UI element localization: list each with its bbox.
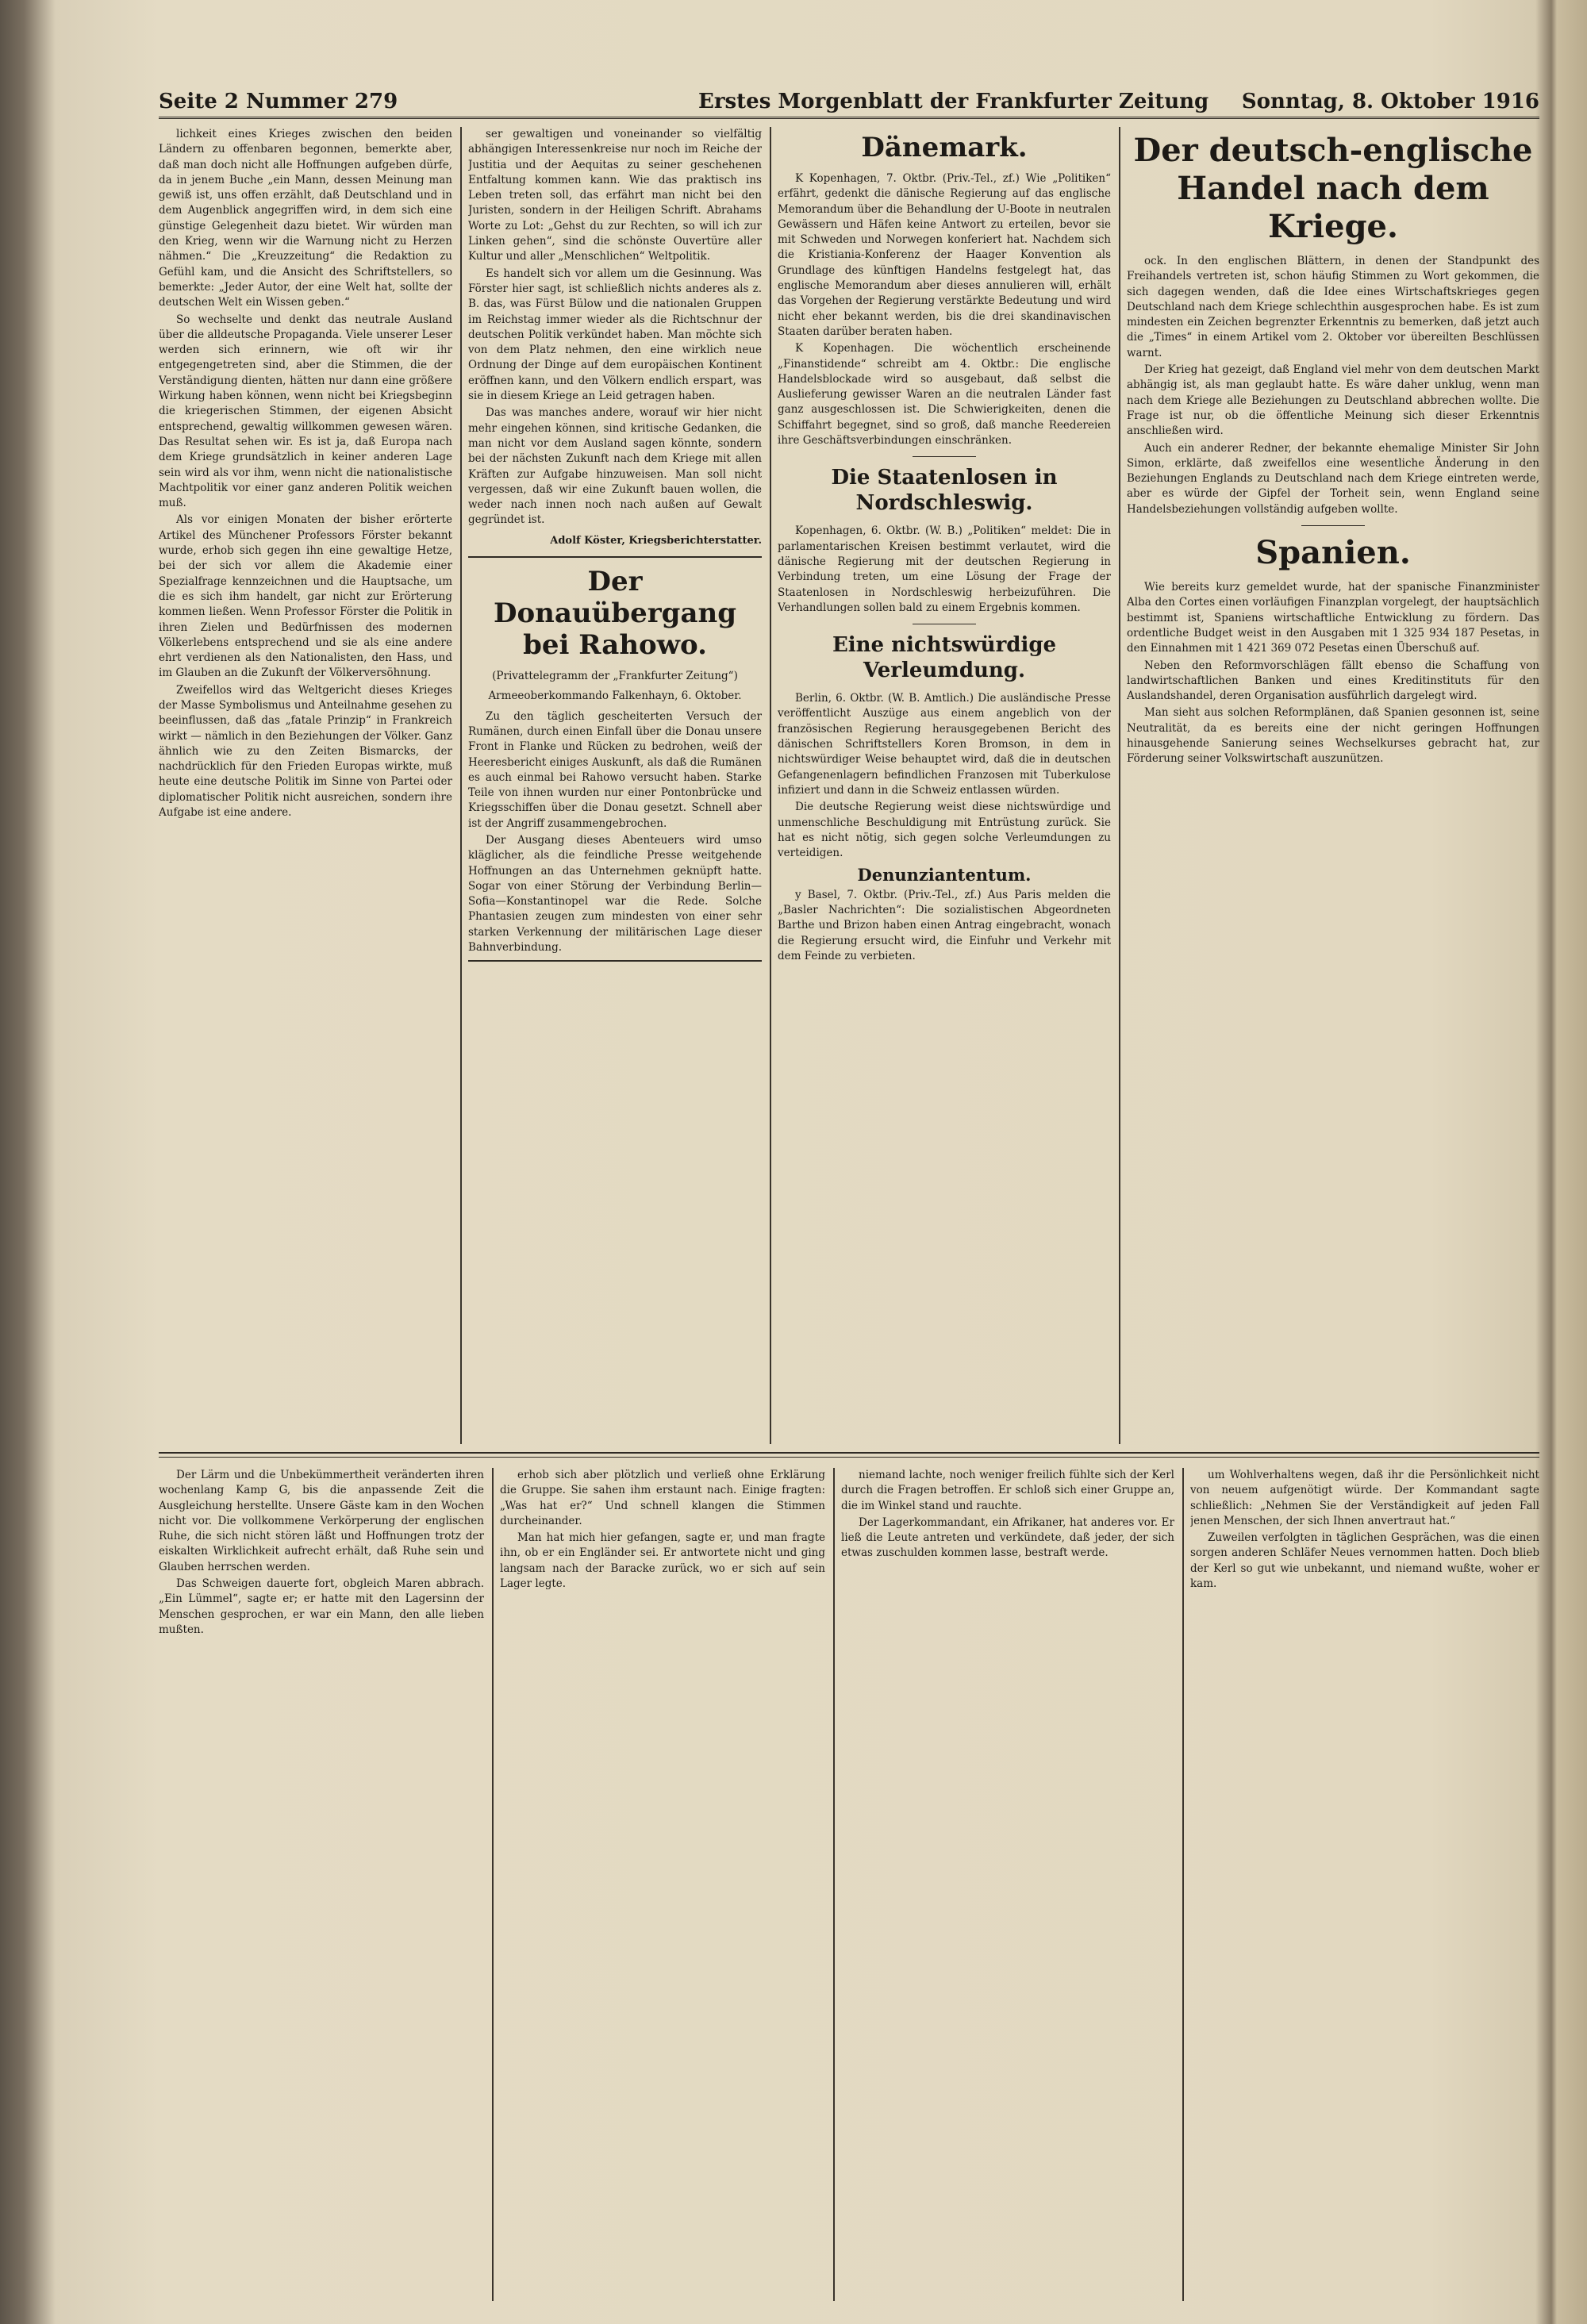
paragraph: Man sieht aus solchen Reformplänen, daß Spanien gesonnen ist, seine Neutralität, da es bereits eine der nicht geringen Hoffnungen hinausgehende Sanierung seines Wechselkurses gebracht hat, zur Förderung seiner Volkswirtschaft auszunützen. [1127,706,1539,766]
header-page-number: Seite 2 Nummer 279 [159,90,398,113]
paragraph: Man hat mich hier gefangen, sagte er, und man fragte ihn, ob er ein Engländer sei. Er antwortete nicht und ging langsam nach der Baracke zurück, wo er sich auf sein Lager legte. [500,1531,825,1591]
paragraph: Wie bereits kurz gemeldet wurde, hat der spanische Finanzminister Alba den Cortes einen vorläufigen Finanzplan vorgelegt, der hauptsächlich bestimmt ist, Spaniens wirtschaftliche Entwicklung zu fördern. Das ordentliche Budget weist in den Ausgaben mit 1 325 934 187 Pesetas, in den Einnahmen mit 1 421 369 072 Pesetas einen Überschuß auf. [1127,581,1539,655]
paragraph: Zweifellos wird das Weltgericht dieses Krieges der Masse Symbolismus und Anteilnahme gesehen zu beeinflussen, daß das „fatale Prinzip“ in Frankreich wirkt — nämlich in den Beziehungen der Völker. Ganz ähnlich wie zu den Zeiten Bismarcks, der nachdrücklich für den Frieden Europas wirkte, muß heute eine deutsche Politik im Sinne von Partei oder diplomatischer Politik nicht ausreichen, sondern ihre Aufgabe ist eine andere. [159,683,452,820]
donau-dateline: Armeeoberkommando Falkenhayn, 6. Oktober. [488,690,742,703]
feuilleton-column-3 [841,1468,1174,2301]
column-1 [159,127,452,1444]
paragraph: Das Schweigen dauerte fort, obgleich Maren abbrach. „Ein Lümmel“, sagte er; er hatte mit den Lagersinn der Menschen gesprochen, er war ein Mann, den alle lieben mußten. [159,1577,484,1636]
paragraph: Kopenhagen, 6. Oktbr. (W. B.) „Politiken“ meldet: Die in parlamentarischen Kreisen bestimmt verlautet, wird die dänische Regierung mit der deutschen Regierung in Verbindung treten, um eine Lösung der Frage der Staatenlosen in Nordschleswig herbeizuführen. Die Verhandlungen sollen bald zu einem Ergebnis kommen. [778,524,1111,614]
paragraph: K Kopenhagen. Die wöchentlich erscheinende „Finanstidende“ schreibt am 4. Oktbr.: Die englische Handelsblockade wird so ausgebaut, daß selbst die Auslieferung gewisser Waren an die neutralen Länder fast ganz ausgeschlossen ist. Die Schwierigkeiten, denen die Schiffahrt begegnet, sind so groß, daß manche Reedereien ihre Geschäftsverbindungen einschränken. [778,342,1111,448]
paragraph: Die deutsche Regierung weist diese nichtswürdige und unmenschliche Beschuldigung mit Entrüstung zurück. Sie hat es nicht nötig, sich gegen solche Verleumdungen zu verteidigen. [778,801,1111,860]
paragraph: K Kopenhagen, 7. Oktbr. (Priv.-Tel., zf.) Wie „Politiken“ erfährt, gedenkt die dänische Regierung auf das englische Memorandum über die Behandlung der U-Boote in neutralen Gewässern und Häfen keine Antwort zu erteilen, bevor sie mit Schweden und Norwegen konferiert hat. Nachdem sich die Kristiania-Konferenz der Haager Konvention als Grundlage des künftigen Handelns festgelegt hat, das englische Memorandum aber dieses annulieren will, erhält das Vorgehen der Regierung verstärkte Bedeutung und wird nicht eher bekannt werden, bis die drei skandinavischen Staaten darüber beraten haben. [778,172,1111,338]
paragraph: Der Lagerkommandant, ein Afrikaner, hat anderes vor. Er ließ die Leute antreten und verkündete, daß jeder, der sich etwas zuschulden kommen lasse, bestraft werde. [841,1515,1174,1560]
column-divider [770,127,771,1444]
paragraph: Neben den Reformvorschlägen fällt ebenso die Schaffung von landwirtschaftlichen Banken und eines Kreditinstituts für den Auslandshandel, deren Organisation ausführlich dargelegt wird. [1127,659,1539,703]
paragraph: erhob sich aber plötzlich und verließ ohne Erklärung die Gruppe. Sie sahen ihm erstaunt nach. Einige fragten: „Was hat er?“ Und schnell klangen die Stimmen durcheinander. [500,1469,825,1527]
paragraph: ser gewaltigen und voneinander so vielfältig abhängigen Interessenkreise nur noch im Reiche der Justitia und der Aequitas zu seiner geschehenen Entfaltung kommen kann. Wie das praktisch ins Leben treten soll, das erfährt man nicht bei den Juristen, sondern in der Heiligen Schrift. Abrahams Worte zu Lot: „Gehst du zur Rechten, so will ich zur Linken gehen“, sind die schönste Ouvertüre aller Kultur und aller „Menschlichen“ Weltpolitik. [468,128,762,263]
adjacent-page-edge [1551,75,1587,2313]
paragraph: um Wohlverhaltens wegen, daß ihr die Persönlichkeit nicht von neuem aufgenötigt würde. Der Kommandant sagte schließlich: „Nehmen Sie der Verständigkeit auf jeden Fall jenen Menschen, der sich Ihnen anvertraut hat.“ [1190,1469,1539,1527]
feuilleton-column-4 [1190,1468,1539,2301]
paragraph: Der Lärm und die Unbekümmertheit veränderten ihren wochenlang Kamp G, bis die anpassende Zeit die Ausgleichung herstellte. Unsere Gäste kam in den Wochen nicht vor. Die vollkommene Verkörperung der englischen Ruhe, die sich nicht stören läßt und Hoffnungen trotz der eiskalten Wirklichkeit aufrecht erhält, daß Ruhe sein und Glauben herrschen werden. [159,1469,484,1573]
paragraph: ock. In den englischen Blättern, in denen der Standpunkt des Freihandels vertreten ist, schon häufig Stimmen zu Wort gekommen, die sich dagegen wenden, daß die Idee eines Wirtschaftskrieges gegen Deutschland nach dem Kriege schlechthin ausgesprochen habe. Es ist zum mindesten ein Zeichen begrenzter Erkenntnis zu bemerken, daß jetzt auch die „Times“ in einem Artikel vom 2. Oktober vor übereilten Beschlüssen warnt. [1127,255,1539,359]
paragraph: Als vor einigen Monaten der bisher erörterte Artikel des Münchener Professors Förster bekannt wurde, erhob sich gegen ihn eine gewaltige Hetze, bei der sich vor allem die Akademie einer Spezialfrage kennzeichnen und die Hauptsache, um die es sich ihm handelt, gar nicht zur Erörterung kommen ließen. Wenn Professor Förster die Politik in ihren Zielen und Bedürfnissen des modernen Völkerlebens entsprechend und sie als eine andere ehrt verdienen als den Nationalisten, den Hass, und im Glauben an die Zukunft der Völkerversöhnung. [159,513,452,680]
denunziantentum-subhead: Denunziantentum. [857,865,1032,885]
paragraph: Zu den täglich gescheiterten Versuch der Rumänen, durch einen Einfall über die Donau unsere Front in Flanke und Rücken zu bedrohen, weiß der Heeresbericht einiges Auskunft, als daß die Rumänen es auch einmal bei Rahowo versucht haben. Starke Teile von ihnen wurden nur einer Pontonbrücke und Kriegsschiffen über die Donau gesetzt. Schnell aber ist der Angriff zusammengebrochen. [468,709,762,830]
column-divider [460,127,462,1444]
column-divider [833,1468,835,2301]
paragraph: So wechselte und denkt das neutrale Ausland über die alldeutsche Propaganda. Viele unserer Leser werden sich erinnern, wie oft wir ihr entgegengetreten sind, aber die Stimmen, die der Verständigung dienten, hätten nur dann eine größere Wirkung haben können, wenn nicht bei Kriegsbeginn die kriegerischen Stimmen, der eigenen Absicht entsprechend, gewaltig willkommen gewesen wären. Das Resultat sehen wir. Es ist ja, daß Europa nach dem Kriege grundsätzlich in keiner anderen Lage sein wird als vor ihm, wenn nicht die nationalistische Machtpolitik vor einer ganz anderen Politik weichen muß. [159,313,452,510]
paragraph: Berlin, 6. Oktbr. (W. B. Amtlich.) Die ausländische Presse veröffentlicht Auszüge aus einem angeblich von der französischen Regierung herausgegebenen Bericht des dänischen Schriftstellers Koren Bromson, in dem in nichtswürdiger Weise behauptet wird, daß die in deutschen Gefangenenlagern befindlichen Franzosen mit Tuberkulose infiziert und dann in die Schweiz entlassen würden. [778,692,1111,797]
paragraph: Der Krieg hat gezeigt, daß England viel mehr von dem deutschen Markt abhängig ist, als man geglaubt hatte. Es wäre daher unklug, wenn man nach dem Kriege alle Beziehungen zu Deutschland abbrechen wollte. Die Frage ist nur, ob die öffentliche Meinung sich dieser Erkenntnis anschließen wird. [1127,363,1539,438]
section-separator [1301,525,1365,526]
spanien-headline: Spanien. [1255,534,1411,572]
daenemark-headline: Dänemark. [861,132,1028,163]
column-divider [1119,127,1120,1444]
column-divider [1182,1468,1184,2301]
handel-headline: Der deutsch-englische Handel nach dem Kriege. [1133,132,1533,245]
section-separator [913,456,976,457]
newspaper-page [119,75,1547,2313]
page-header [159,85,1539,119]
feuilleton-rule [159,1457,1539,1458]
verleumdung-headline: Eine nichtswürdige Verleumdung. [832,633,1057,683]
column-2 [468,127,762,1444]
column-4 [1127,127,1539,1444]
paragraph: y Basel, 7. Oktbr. (Priv.-Tel., zf.) Aus Paris melden die „Basler Nachrichten“: Die sozialistischen Abgeordneten Barthe und Brizon haben einen Antrag eingebracht, wonach die Regierung ersucht wird, die Einfuhr und Verkehr mit dem Feinde zu verbieten. [778,888,1111,962]
paragraph: Der Ausgang dieses Abenteuers wird umso kläglicher, als die feindliche Presse weitgehende Hoffnungen an das Unternehmen geknüpft hatte. Sogar von einer Störung der Verbindung Berlin—Sofia—Konstantinopel war die Rede. Solche Phantasien zeugen zum mindesten von einer sehr starken Verkennung der militärischen Lage dieser Bahnverbindung. [468,833,762,955]
header-date: Sonntag, 8. Oktober 1916 [1241,90,1539,113]
donau-subtitle: (Privattelegramm der „Frankfurter Zeitung“) [492,670,738,683]
paragraph: niemand lachte, noch weniger freilich fühlte sich der Kerl durch die Fragen betroffen. Er schloß sich einer Gruppe an, die im Winkel stand und rauchte. [841,1469,1174,1512]
column-3 [778,127,1111,1444]
paragraph: lichkeit eines Krieges zwischen den beiden Ländern zu offenbaren begonnen, bemerkte aber, daß man doch nicht alle Hoffnungen aufgeben dürfe, da in jenem Buche „ein Mann, dessen Meinung man gewiß ist, uns offen erzählt, daß Deutschland und in dem Augenblick angegriffen wird, in dem sich eine günstige Gelegenheit dazu bietet. Wir würden man den Krieg, wenn wir die Warnung nicht zu Herzen nähmen.“ Die „Kreuzzeitung“ die Redaktion zu Gefühl kam, und die Ansicht des Schriftstellers, so bemerkte: „Jeder Autor, der eine Welt hat, sollte der deutschen Welt ein Wissen geben.“ [159,128,452,309]
donau-article [468,556,762,962]
staatenlose-headline: Die Staatenlosen in Nordschleswig. [831,466,1058,516]
feuilleton-rule [159,1452,1539,1454]
paragraph: Es handelt sich vor allem um die Gesinnung. Was Förster hier sagt, ist schließlich nichts anderes als z. B. das, was Fürst Bülow und die nationalen Gruppen im Reichstag immer wieder als die Richtschnur der deutschen Politik verkündet haben. Man möchte sich von dem Platz nehmen, den eine wirklich neue Ordnung der Dinge auf dem europäischen Kontinent eröffnen kann, und den Völkern endlich erspart, was sie in diesem Kriege an Leid getragen haben. [468,267,762,403]
article-signature: Adolf Köster, Kriegsberichterstatter. [550,534,762,547]
header-masthead: Erstes Morgenblatt der Frankfurter Zeitung [698,90,1209,113]
feuilleton-column-2 [500,1468,825,2301]
paragraph: Zuweilen verfolgten in täglichen Gesprächen, was die einen sorgen anderen Schläfer Neues vernommen hatten. Doch blieb der Kerl so gut wie unbekannt, und niemand wußte, woher er kam. [1190,1531,1539,1591]
donau-headline: Der Donauübergang bei Rahowo. [494,566,736,662]
column-divider [492,1468,494,2301]
paragraph: Auch ein anderer Redner, der bekannte ehemalige Minister Sir John Simon, erklärte, daß zweifellos eine wesentliche Änderung in den Beziehungen Englands zu Deutschland nach dem Kriege eintreten werde, aber es würde der Gipfel der Torheit sein, wenn England seine Handelsbeziehungen vollständig aufgeben wollte. [1127,441,1539,516]
feuilleton-column-1 [159,1468,484,2301]
paragraph: Das was manches andere, worauf wir hier nicht mehr eingehen können, sind kritische Gedanken, die man nicht vor dem Ausland sagen könnte, sondern bei der nächsten Zukunft nach dem Kriege mit allen Kräften zur Aufgabe hinzuweisen. Man soll nicht vergessen, daß wir eine Zukunft bauen wollen, die weder nach innen noch nach außen auf Gewalt gegründet ist. [468,406,762,527]
